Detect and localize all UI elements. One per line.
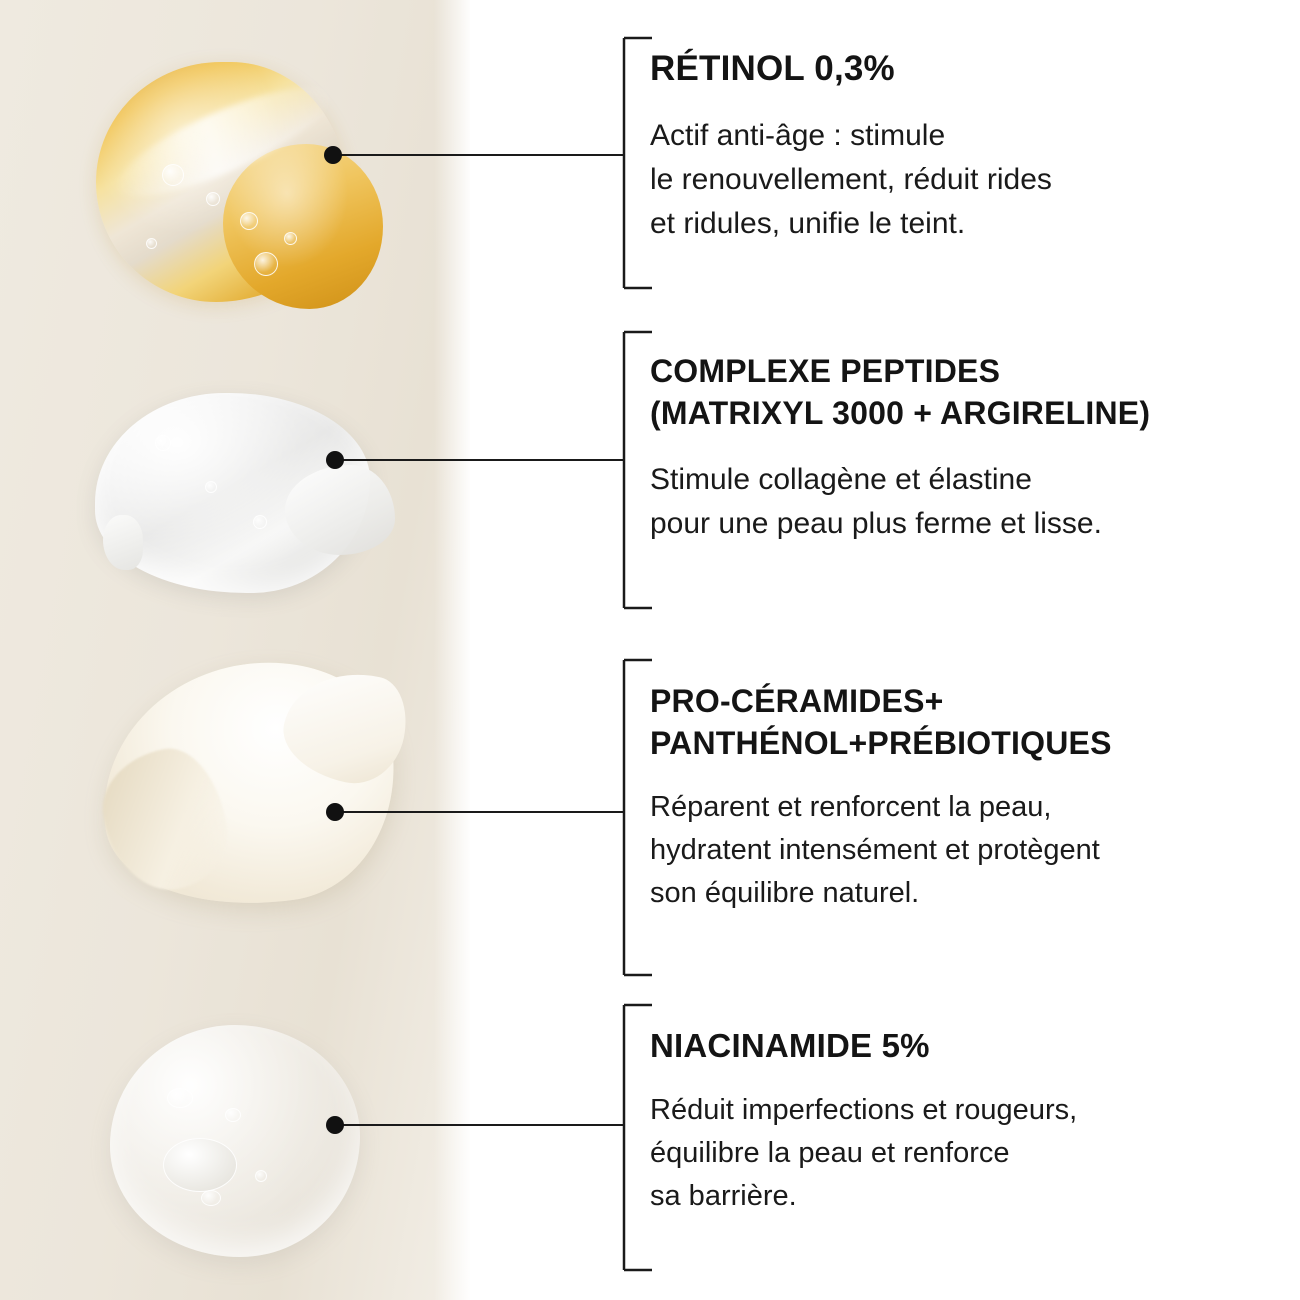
- oil-bubble-icon: [284, 232, 297, 245]
- drop-bubble-icon: [255, 1170, 267, 1182]
- oil-bubble-icon: [240, 212, 258, 230]
- oil-bubble-icon: [254, 252, 278, 276]
- ingredient-entry-peptides: [650, 350, 1290, 546]
- ingredient-entry-niacinamide: [650, 1025, 1290, 1218]
- oil-bubble-icon: [162, 164, 184, 186]
- ingredient-title: COMPLEXE PEPTIDES (MATRIXYL 3000 + ARGIRELINE): [650, 353, 1151, 431]
- ingredient-description: Actif anti-âge : stimule le renouvellement, réduit rides et ridules, unifie le teint.: [650, 119, 1052, 240]
- ingredient-description: Réduit imperfections et rougeurs, équilibre la peau et renforce sa barrière.: [650, 1094, 1078, 1212]
- drop-bubble-icon: [201, 1190, 221, 1206]
- gold-oil-swatch: [88, 52, 368, 322]
- ingredient-entry-ceramides: [650, 680, 1290, 915]
- white-cream-swatch: [95, 655, 405, 920]
- ingredient-title: PRO-CÉRAMIDES+ PANTHÉNOL+PRÉBIOTIQUES: [650, 683, 1112, 761]
- gel-bubble-icon: [253, 515, 267, 529]
- ingredient-description: Stimule collagène et élastine pour une peau plus ferme et lisse.: [650, 463, 1102, 540]
- ingredient-title: NIACINAMIDE 5%: [650, 1027, 930, 1064]
- clear-gel-swatch: [85, 385, 385, 615]
- drop-blob-main: [110, 1025, 360, 1257]
- oil-bubble-icon: [146, 238, 157, 249]
- swatch-panel: [0, 0, 470, 1300]
- oil-bubble-icon: [206, 192, 220, 206]
- gel-bubble-icon: [155, 435, 171, 451]
- drop-bubble-icon: [167, 1088, 193, 1108]
- drop-bubble-icon: [225, 1108, 241, 1122]
- drop-inner-bubble: [163, 1138, 237, 1192]
- gel-blob-drip: [103, 515, 143, 570]
- gel-bubble-icon: [205, 481, 217, 493]
- ingredient-entry-retinol: [650, 48, 1290, 246]
- ingredient-description: Réparent et renforcent la peau, hydratent intensément et protègent son équilibre naturel.: [650, 791, 1100, 909]
- ingredient-title: RÉTINOL 0,3%: [650, 49, 895, 88]
- gel-blob-tail: [285, 465, 395, 555]
- clear-drop-swatch: [105, 1020, 370, 1265]
